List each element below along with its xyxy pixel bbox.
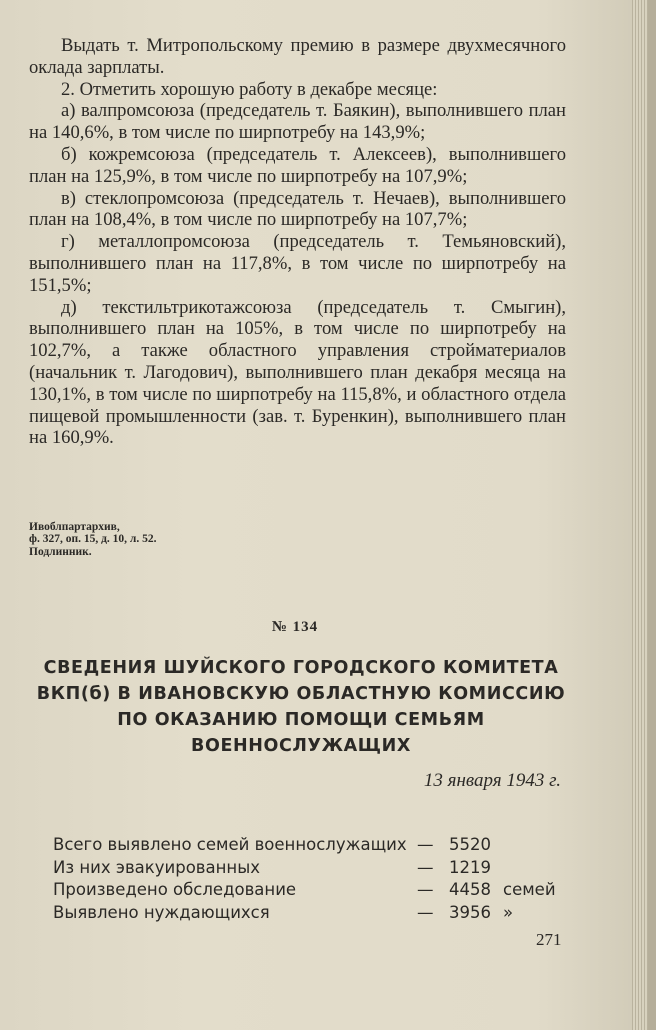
stats-dash: — [417, 902, 434, 922]
stats-dash: — [417, 880, 434, 899]
paragraph-a: а) валпромсоюза (председатель т. Баякин), выполнившего план на 140,6%, в том числе по ширпотребу на 143,9%; [29, 100, 566, 144]
archive-reference [29, 521, 156, 558]
body-text [29, 35, 566, 449]
archive-line: ф. 327, оп. 15, д. 10, л. 52. [29, 533, 157, 546]
stats-value: 4458 [449, 880, 491, 899]
document-heading: СВЕДЕНИЯ ШУЙСКОГО ГОРОДСКОГО КОМИТЕТА ВКП(б) В ИВАНОВСКУЮ ОБЛАСТНУЮ КОМИССИЮ ПО ОКАЗАНИЮ ПОМОЩИ СЕМЬЯМ ВОЕННОСЛУЖАЩИХ [36, 658, 566, 756]
paragraph-point-2: 2. Отметить хорошую работу в декабре месяце: [61, 78, 438, 100]
stats-label: Произведено обследование [53, 880, 297, 899]
stats-label: Из них эвакуированных [53, 857, 260, 877]
archive-line: Ивоблпартархив, [29, 521, 120, 533]
archive-line: Подлинник. [29, 545, 92, 558]
paragraph-g: г) металлопромсоюза (председатель т. Темьяновский), выполнившего план на 117,8%, в том числе по ширпотребу на 151,5%; [29, 231, 566, 296]
page-edges [632, 0, 648, 1030]
stats-value: 1219 [449, 857, 491, 877]
paragraph-bonus: Выдать т. Митропольскому премию в размере двухмесячного оклада зарплаты. [29, 35, 566, 78]
stats-label: Выявлено нуждающихся [53, 902, 270, 922]
book-spine-edge [648, 0, 656, 1030]
paragraph-b: б) кожремсоюза (председатель т. Алексеев), выполнившего план на 125,9%, в том числе по ширпотребу на 107,9%; [29, 143, 566, 187]
stats-value: 3956 [449, 902, 491, 922]
stats-row [53, 902, 573, 925]
page-number: 271 [536, 930, 562, 949]
stats-row [53, 879, 573, 902]
stats-row [53, 834, 573, 857]
paragraph-d: д) текстильтрикотажсоюза (председатель т. Смыгин), выполнившего план на 105%, в том числе по ширпотребу на 102,7%, а также областного управления стройматериалов (начальник т. Лагодович), выполнившего план декабря месяца на 130,1%, в том числе по ширпотребу на 115,8%, и областного отдела пищевой промышленности (зав. т. Буренкин), выполнившего план на 160,9%. [29, 296, 566, 449]
paragraph-v: в) стеклопромсоюза (председатель т. Нечаев), выполнившего план на 108,4%, в том числе по ширпотребу на 107,7%; [29, 187, 566, 231]
stats-label: Всего выявлено семей военнослужащих [53, 835, 407, 854]
stats-row [53, 857, 573, 880]
stats-dash: — [417, 857, 434, 877]
document-number: № 134 [271, 619, 319, 635]
stats-value: 5520 [449, 835, 491, 854]
stats-dash: — [417, 835, 434, 854]
stats-unit: » [503, 902, 514, 922]
stats-list [53, 834, 573, 924]
stats-unit: семей [503, 880, 556, 899]
document-date: 13 января 1943 г. [423, 770, 561, 791]
